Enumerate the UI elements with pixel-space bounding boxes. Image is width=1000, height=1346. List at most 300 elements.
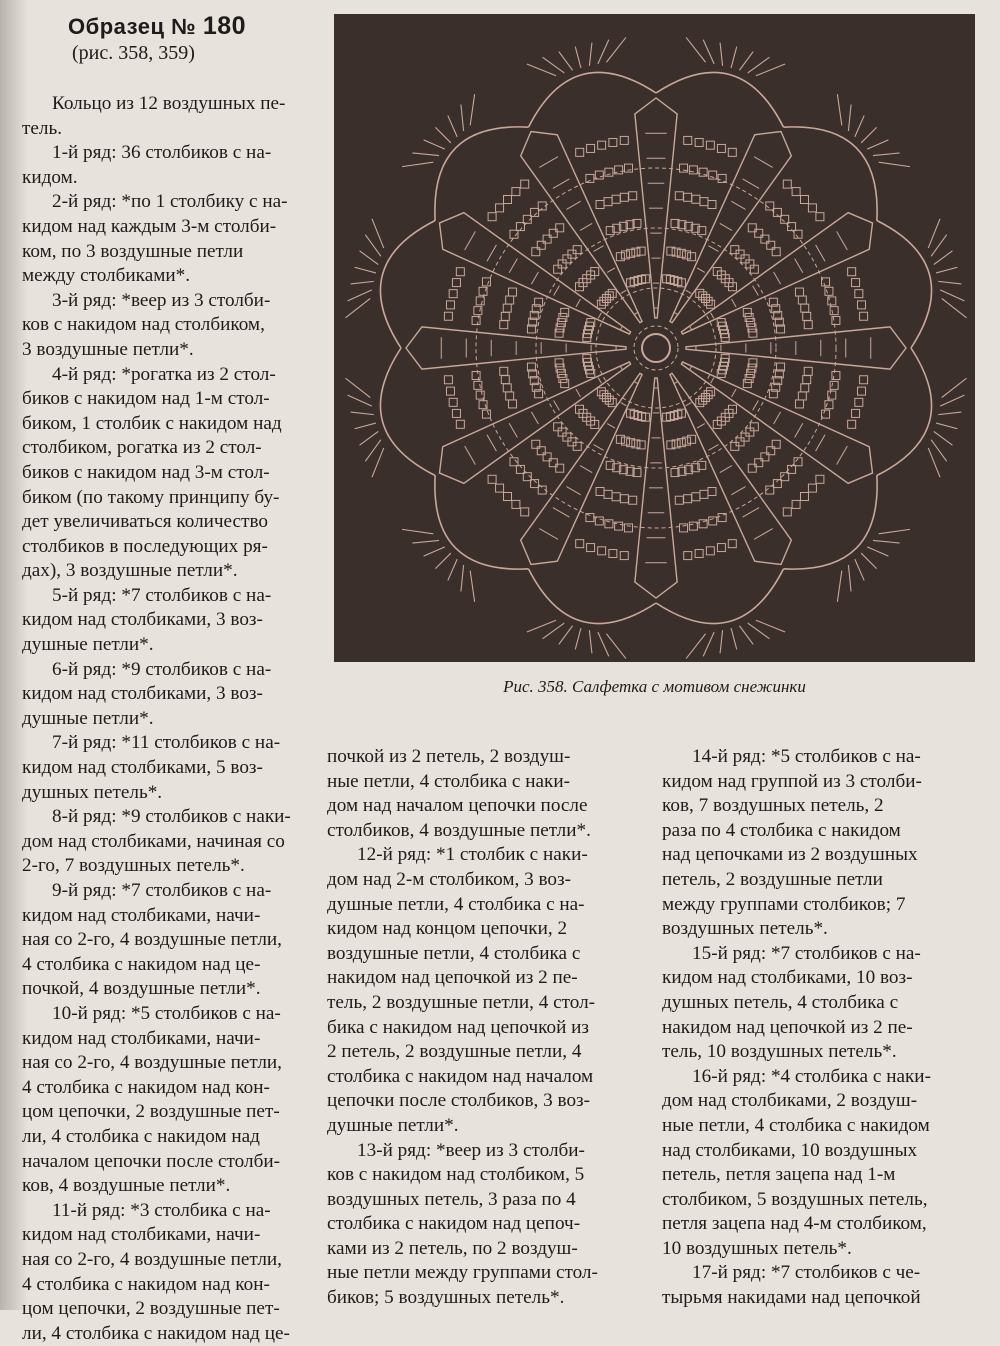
doily-spoke-stitch (553, 179, 569, 188)
doily-scallop (656, 72, 784, 127)
doily-mesh-block (706, 547, 714, 555)
doily-mesh-block (600, 297, 608, 305)
doily-spoke-stitch (554, 286, 560, 296)
pattern-text-line: кидом над столбиками, 3 воз- (22, 609, 263, 631)
pattern-text-line: ная со 2-го, 4 воздушные петли, (22, 929, 282, 951)
doily-mesh-block (741, 433, 749, 441)
doily-mesh-block (800, 196, 808, 204)
doily-fan-stitch (879, 162, 910, 166)
pattern-title-word: Образец № (68, 14, 197, 39)
doily-mesh-block (608, 289, 616, 297)
doily-mesh-block (597, 388, 605, 396)
doily-mesh-block (587, 144, 595, 152)
doily-mesh-block (792, 188, 800, 196)
doily-spoke (439, 213, 630, 334)
doily-fan-stitch (461, 565, 464, 592)
doily-mesh-block (695, 138, 703, 146)
pattern-text-line: ные петли, 4 столбика с накидом (662, 1114, 930, 1136)
doily-mesh-block (708, 201, 716, 209)
doily-snowflake-image (334, 14, 975, 662)
doily-mesh-block (728, 148, 736, 156)
pattern-text-line: кидом над концом цепочки, 2 (327, 918, 568, 940)
pattern-text-line: дах), 3 воздушные петли*. (22, 560, 238, 582)
doily-spoke-stitch (674, 312, 677, 314)
doily-spoke-stitch (753, 286, 759, 296)
doily-fan-stitch (861, 553, 877, 569)
pattern-text-line: душных петель, 4 столбика с (662, 991, 899, 1013)
doily-mesh-block (743, 308, 751, 316)
doily-fan-stitch (470, 94, 474, 125)
pattern-text-line: столбиком, рогатка из 2 стол- (22, 437, 262, 459)
pattern-text-line: 13-й ряд: *веер из 3 столби- (357, 1139, 585, 1161)
pattern-text-line: Кольцо из 12 воздушных пе- (52, 93, 286, 114)
doily-spoke-stitch (634, 312, 637, 314)
pattern-text-line: душные петли, 4 столбика с на- (327, 893, 585, 915)
doily-fan-stitch (435, 127, 451, 143)
doily-mesh-block (543, 453, 551, 461)
doily-fan-stitch (928, 219, 940, 248)
doily-spoke-stitch (539, 529, 558, 540)
pattern-text-line: столбиков, 4 воздушные петли*. (327, 819, 591, 841)
doily-fan-stitch (942, 298, 967, 317)
doily-mesh-block (598, 547, 606, 555)
doily-spoke-stitch (795, 258, 803, 272)
pattern-text-line: душные петли*. (22, 634, 154, 656)
pattern-text-line: ков, 7 воздушных петель, 2 (662, 795, 884, 817)
pattern-text-line: 2 петель, 2 воздушные петли, 4 (327, 1041, 582, 1063)
doily-spoke-stitch (620, 366, 622, 369)
doily-fan-stitch (703, 40, 714, 64)
pattern-text-line: почкой, 4 воздушные петли*. (22, 978, 261, 1000)
doily-mesh-block (603, 295, 611, 303)
doily-mesh-block (700, 198, 708, 206)
doily-fan-stitch (686, 37, 705, 62)
pattern-text-line: душные петли*. (327, 1114, 459, 1136)
doily-fan-stitch (365, 235, 381, 257)
doily-mesh-block (675, 192, 683, 200)
doily-spoke-stitch (686, 403, 692, 406)
doily-mesh-block (609, 138, 617, 146)
doily-mesh-block (761, 235, 769, 243)
pattern-text-line: кидом над группой из 3 столби- (662, 770, 922, 792)
doily-spoke-stitch (576, 299, 580, 307)
doily-mesh-block (808, 204, 816, 212)
doily-mesh-block (503, 304, 511, 312)
pattern-text-line: биков с накидом над 3-м стол- (22, 461, 270, 483)
doily-mesh-block (521, 508, 529, 516)
doily-mesh-block (709, 171, 717, 179)
pattern-text-line: кидом над столбиками, 5 воз- (22, 757, 263, 779)
pattern-text-line: душных петель*. (22, 781, 163, 803)
pattern-text-line: тель, 10 воздушных петель*. (662, 1041, 897, 1063)
doily-fan-stitch (720, 630, 723, 653)
pattern-text-line: ками из 2 петель, по 2 воздуш- (327, 1237, 578, 1259)
doily-spoke-stitch (732, 299, 736, 307)
pattern-text-line: ные петли между группами стол- (327, 1262, 598, 1284)
doily-fan-stitch (867, 140, 888, 149)
doily-spoke-stitch (621, 290, 627, 293)
doily-spoke-stitch (465, 231, 476, 250)
doily-spoke-stitch (697, 424, 705, 428)
pattern-text-line: 3-й ряд: *веер из 3 столби- (52, 289, 271, 311)
doily-mesh-block (501, 376, 509, 384)
doily-fan-stitch (360, 251, 379, 265)
doily-fan-stitch (345, 378, 370, 397)
doily-mesh-block (629, 192, 637, 200)
pattern-text-line: 14-й ряд: *5 столбиков с на- (692, 746, 921, 767)
doily-fan-stitch (575, 47, 581, 68)
doily-mesh-block (452, 279, 460, 287)
doily-spoke-stitch (487, 435, 496, 451)
doily-spoke-stitch (531, 272, 538, 284)
doily-mesh-block (624, 164, 632, 172)
doily-mesh-block (576, 540, 584, 548)
doily-mesh-block (612, 195, 620, 203)
pattern-text-line: 17-й ряд: *7 столбиков с че- (692, 1262, 921, 1284)
doily-mesh-block (684, 552, 692, 560)
doily-mesh-block (603, 393, 611, 401)
pattern-text-line: воздушные петли, 4 столбика с (327, 942, 581, 964)
doily-mesh-block (496, 204, 504, 212)
doily-mesh-block (830, 307, 838, 315)
doily-mesh-block (605, 292, 613, 300)
pattern-text-line: цом цепочки, 2 воздушные пет- (22, 1101, 280, 1123)
doily-photo (334, 14, 975, 662)
pattern-text-line: 11-й ряд: *3 столбика с на- (52, 1199, 271, 1221)
doily-mesh-block (456, 420, 464, 428)
pattern-text-line: кидом над столбиками, 10 воз- (662, 967, 913, 989)
doily-spoke-stitch (539, 157, 558, 168)
doily-mesh-block (561, 380, 569, 388)
doily-center-ring (642, 334, 670, 362)
doily-fan-stitch (448, 559, 457, 580)
pattern-text-line: кидом над столбиками, начи- (22, 1027, 261, 1049)
doily-spoke-stitch (576, 389, 580, 397)
doily-spoke-stitch (690, 366, 692, 369)
doily-mesh-block (700, 490, 708, 498)
pattern-text-line: 12-й ряд: *1 столбик с наки- (357, 844, 588, 866)
doily-scallop (380, 348, 435, 476)
pattern-text-line: петля зацепа над 4-м столбиком, (662, 1213, 927, 1235)
doily-mesh-block (620, 193, 628, 201)
doily-fan-stitch (348, 290, 372, 301)
doily-fan-stitch (402, 162, 433, 166)
doily-mesh-block (509, 400, 517, 408)
pattern-text-line: дом над началом цепочки после (327, 795, 588, 817)
doily-scallop (529, 72, 657, 127)
doily-mesh-block (444, 376, 452, 384)
doily-fan-stitch (470, 571, 474, 602)
figure-caption: Рис. 358. Салфетка с мотивом снежинки (503, 677, 806, 696)
doily-mesh-block (596, 487, 604, 495)
doily-mesh-block (561, 308, 569, 316)
doily-mesh-block (476, 297, 484, 305)
doily-mesh-block (504, 196, 512, 204)
doily-spoke-stitch (743, 508, 759, 517)
pattern-text-line: тырьмя накидами над цепочкой (662, 1287, 921, 1309)
doily-spoke-stitch (634, 382, 637, 384)
pattern-text-line: дом над 2-м столбиком, 3 воз- (327, 868, 571, 890)
doily-spoke-stitch (731, 201, 745, 209)
pattern-text-line: дом над столбиками, начиная со (22, 830, 285, 852)
doily-fan-stitch (435, 553, 451, 569)
doily-spoke-stitch (754, 529, 773, 540)
pattern-text-line: 3 воздушные петли*. (22, 338, 194, 360)
doily-fan-stitch (598, 40, 609, 64)
doily-mesh-block (500, 321, 508, 329)
pattern-figure-reference: (рис. 358, 359) (72, 42, 195, 64)
pattern-text-line: ком, по 3 воздушные петли (22, 240, 244, 262)
doily-ring (536, 228, 776, 468)
doily-fan-stitch (351, 412, 374, 415)
doily-fan-stitch (412, 153, 439, 156)
doily-spoke-stitch (774, 412, 781, 424)
doily-fan-stitch (931, 235, 947, 257)
pattern-text-line: душные петли*. (22, 707, 154, 729)
doily-mesh-block (684, 495, 692, 503)
doily-mesh-block (543, 235, 551, 243)
doily-mesh-block (706, 141, 714, 149)
doily-fan-stitch (848, 104, 851, 131)
pattern-text-line: ков, 4 воздушные петли*. (22, 1175, 231, 1197)
doily-fan-stitch (360, 431, 379, 445)
doily-spoke-stitch (509, 423, 517, 437)
pattern-text-line: биком (по такому принципу бу- (22, 486, 280, 508)
doily-fan-stitch (879, 529, 910, 533)
pattern-text-line: биков с накидом над 1-м стол- (22, 388, 270, 410)
doily-mesh-block (512, 500, 520, 508)
pattern-text-line: раза по 4 столбика с накидом (662, 819, 901, 841)
doily-spoke-stitch (487, 245, 496, 261)
doily-mesh-block (474, 381, 482, 389)
doily-fan-stitch (855, 559, 864, 580)
pattern-text-line: 4 столбика с накидом над кон- (22, 1076, 270, 1098)
doily-mesh-block (709, 517, 717, 525)
doily-mesh-block (688, 253, 696, 261)
doily-mesh-block (689, 522, 697, 530)
doily-mesh-block (597, 300, 605, 308)
doily-mesh-block (696, 399, 704, 407)
doily-fan-stitch (855, 116, 864, 137)
doily-spoke-stitch (566, 487, 580, 495)
pattern-text-line: 4 столбика с накидом над це- (22, 953, 261, 975)
doily-mesh-block (605, 396, 613, 404)
doily-mesh-block (825, 287, 833, 295)
doily-mesh-block (629, 496, 637, 504)
doily-fan-stitch (606, 634, 625, 659)
doily-spoke-stitch (837, 446, 848, 465)
doily-fan-stitch (936, 423, 957, 429)
doily-mesh-block (852, 409, 860, 417)
doily-mesh-block (503, 384, 511, 392)
doily-mesh-block (689, 166, 697, 174)
doily-mesh-block (496, 484, 504, 492)
doily-mesh-block (684, 136, 692, 144)
doily-spoke-stitch (795, 423, 803, 437)
pattern-text-line: 6-й ряд: *9 столбиков с на- (52, 658, 272, 680)
pattern-text-line: петель, петля зацепа над 1-м (662, 1164, 896, 1186)
doily-mesh-block (612, 493, 620, 501)
doily-fan-stitch (731, 47, 737, 68)
doily-mesh-block (783, 180, 791, 188)
doily-mesh-block (860, 312, 868, 320)
doily-fan-stitch (598, 632, 609, 656)
pattern-text-line: 2-го, 7 воздушных петель*. (22, 855, 245, 877)
doily-fan-stitch (606, 37, 625, 62)
doily-mesh-block (701, 393, 709, 401)
doily-mesh-block (616, 435, 624, 443)
doily-fan-stitch (461, 104, 464, 131)
doily-mesh-block (688, 435, 696, 443)
doily-ring (476, 168, 836, 528)
pattern-text-line: 16-й ряд: *4 столбика с наки- (692, 1065, 931, 1087)
pattern-text-line: кидом над столбиками, 3 воз- (22, 683, 263, 705)
doily-spoke-stitch (674, 382, 677, 384)
doily-fan-stitch (372, 448, 384, 477)
pattern-text-line: ли, 4 столбика с накидом над це- (22, 1322, 290, 1344)
pattern-text-line: 8-й ряд: *9 столбиков с наки- (52, 806, 291, 828)
doily-mesh-block (699, 396, 707, 404)
pattern-number: 180 (202, 12, 247, 40)
doily-mesh-block (704, 391, 712, 399)
pattern-text-line: столбика с накидом над началом (327, 1065, 594, 1087)
doily-mesh-block (576, 148, 584, 156)
doily-mesh-block (620, 552, 628, 560)
pattern-text-line: тель, 2 воздушные петли, 4 стол- (327, 991, 596, 1013)
doily-fan-stitch (351, 281, 374, 284)
doily-mesh-block (452, 409, 460, 417)
doily-fan-stitch (837, 94, 841, 125)
pattern-text-line: кидом над каждым 3-м столби- (22, 215, 277, 237)
doily-mesh-block (816, 213, 824, 221)
pattern-text-line: 5-й ряд: *7 столбиков с на- (52, 584, 272, 606)
doily-mesh-block (783, 508, 791, 516)
doily-mesh-block (741, 255, 749, 263)
doily-spoke-stitch (711, 313, 714, 319)
doily-fan-stitch (448, 116, 457, 137)
text-column-left (22, 92, 310, 1346)
doily-scallop (877, 221, 932, 349)
pattern-text-line: между столбиками*. (22, 265, 191, 287)
doily-mesh-block (482, 278, 490, 286)
pattern-text-line: ные петли, 4 столбика с наки- (327, 770, 571, 792)
doily-spoke-stitch (620, 326, 622, 329)
pattern-text-line: 4-й ряд: *рогатка из 2 стол- (52, 363, 276, 385)
doily-mesh-block (482, 410, 490, 418)
doily-spoke-stitch (720, 466, 732, 473)
doily-mesh-block (848, 420, 856, 428)
doily-fan-stitch (720, 43, 723, 66)
doily-fan-stitch (372, 219, 384, 248)
pattern-text-line: 4 столбика с накидом над кон- (22, 1273, 270, 1295)
pattern-text-line: ная со 2-го, 4 воздушные петли, (22, 1052, 282, 1074)
doily-mesh-block (704, 297, 712, 305)
pattern-text-line: дом над столбиками, 2 воздуш- (662, 1090, 918, 1112)
doily-fan-stitch (931, 440, 947, 462)
doily-spoke-stitch (607, 268, 615, 272)
doily-fan-stitch (412, 540, 439, 543)
doily-mesh-block (563, 433, 571, 441)
doily-mesh-block (699, 292, 707, 300)
doily-fan-stitch (861, 127, 877, 143)
doily-spoke-stitch (580, 466, 592, 473)
doily-mesh-block (707, 388, 715, 396)
doily-mesh-block (684, 193, 692, 201)
doily-spoke-stitch (754, 157, 773, 168)
doily-fan-stitch (365, 440, 381, 462)
doily-mesh-block (708, 487, 716, 495)
doily-fan-stitch (739, 52, 753, 71)
pattern-text-line: тель. (22, 117, 63, 139)
doily-fan-stitch (348, 395, 372, 406)
doily-fan-stitch (402, 529, 433, 533)
doily-mesh-block (830, 381, 838, 389)
doily-mesh-block (449, 290, 457, 298)
doily-fan-stitch (731, 628, 737, 649)
doily-mesh-block (800, 492, 808, 500)
doily-mesh-block (449, 398, 457, 406)
doily-fan-stitch (756, 64, 785, 76)
doily-mesh-block (587, 544, 595, 552)
doily-mesh-block (816, 475, 824, 483)
doily-fan-stitch (355, 267, 376, 273)
pattern-text-line: 1-й ряд: 36 столбиков с на- (52, 142, 272, 164)
doily-mesh-block (598, 141, 606, 149)
doily-mesh-block (620, 136, 628, 144)
doily-spoke-stitch (566, 201, 580, 209)
doily-mesh-block (506, 392, 514, 400)
pattern-text-line: воздушных петель*. (662, 918, 828, 940)
doily-mesh-block (600, 391, 608, 399)
doily-fan-stitch (928, 448, 940, 477)
doily-scallop (529, 569, 657, 624)
doily-mesh-block (855, 398, 863, 406)
doily-mesh-block (500, 367, 508, 375)
pattern-text-line: биком, 1 столбик с накидом над (22, 412, 282, 434)
pattern-text-line: биков; 5 воздушных петель*. (327, 1287, 565, 1309)
doily-mesh-block (717, 544, 725, 552)
doily-mesh-block (728, 540, 736, 548)
doily-spoke-stitch (816, 435, 825, 451)
doily-mesh-block (512, 188, 520, 196)
doily-mesh-block (616, 253, 624, 261)
pattern-text-line: столбиков в последующих ря- (22, 535, 268, 557)
pattern-text-line: ков с накидом над столбиком, 5 (327, 1164, 585, 1186)
doily-spoke-stitch (708, 445, 718, 451)
doily-mesh-block (798, 392, 806, 400)
pattern-text-line: началом цепочки после столби- (22, 1150, 281, 1172)
doily-mesh-block (604, 198, 612, 206)
doily-scallop (656, 569, 784, 624)
doily-fan-stitch (559, 52, 573, 71)
doily-fan-stitch (543, 57, 565, 73)
doily-mesh-block (717, 144, 725, 152)
doily-mesh-block (692, 195, 700, 203)
doily-ring (634, 326, 678, 370)
doily-fan-stitch (739, 626, 753, 645)
doily-fan-stitch (756, 620, 785, 632)
doily-mesh-block (852, 279, 860, 287)
doily-mesh-block (707, 300, 715, 308)
pattern-text-line: ли, 4 столбика с накидом над (22, 1125, 260, 1147)
pattern-title (68, 12, 246, 41)
text-column-right (662, 745, 980, 1311)
doily-spoke (439, 362, 630, 483)
pattern-text-line: над цепочками из 2 воздушных (662, 844, 918, 866)
doily-mesh-block (804, 321, 812, 329)
doily-fan-stitch (873, 153, 900, 156)
doily-fan-stitch (934, 431, 953, 445)
